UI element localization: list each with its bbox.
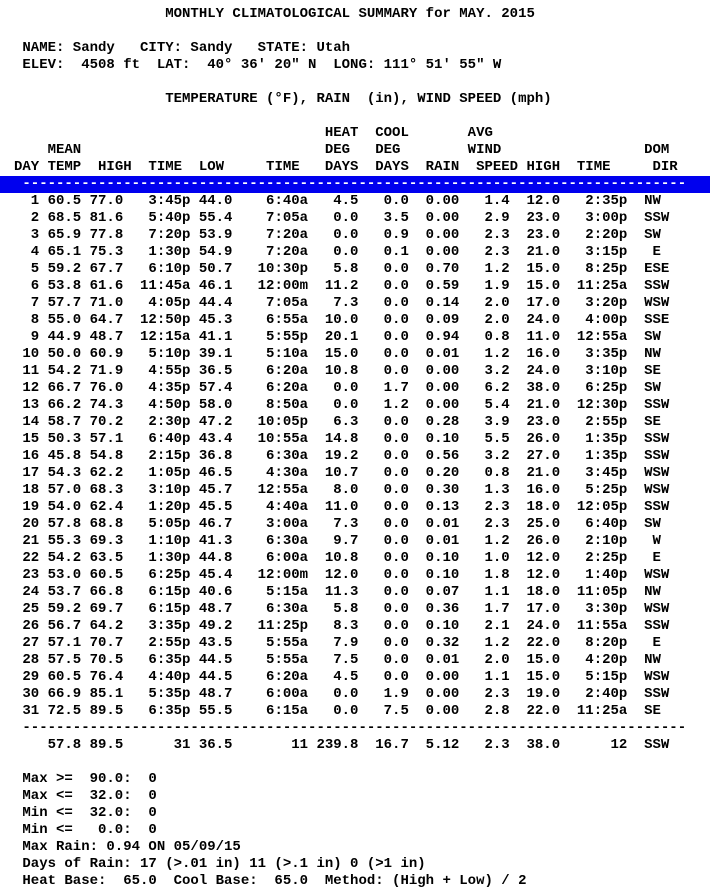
table-row: 15 50.3 57.1 6:40p 43.4 10:55a 14.8 0.0 0.10 5.5 26.0 1:35p SSW [14, 431, 687, 447]
table-row: 22 54.2 63.5 1:30p 44.8 6:00a 10.8 0.0 0.10 1.0 12.0 2:25p E [14, 550, 687, 566]
table-row: 8 55.0 64.7 12:50p 45.3 6:55a 10.0 0.0 0.09 2.0 24.0 4:00p SSE [14, 312, 687, 328]
station-info-line: NAME: Sandy CITY: Sandy STATE: Utah [22, 40, 351, 56]
footer-line: Max Rain: 0.94 ON 05/09/15 [22, 839, 241, 855]
selected-separator-line[interactable] [0, 176, 710, 193]
table-column-headers [14, 125, 710, 176]
table-header-line: HEAT COOL AVG [14, 125, 493, 141]
table-row: 6 53.8 61.6 11:45a 46.1 12:00m 11.2 0.0 0.59 1.9 15.0 11:25a SSW [14, 278, 687, 294]
table-row: 21 55.3 69.3 1:10p 41.3 6:30a 9.7 0.0 0.01 1.2 26.0 2:10p W [14, 533, 687, 549]
footer-line: Max >= 90.0: 0 [22, 771, 157, 787]
daily-data-rows [14, 193, 710, 720]
table-row: 27 57.1 70.7 2:55p 43.5 5:55a 7.9 0.0 0.32 1.2 22.0 8:20p E [14, 635, 687, 651]
table-row: 13 66.2 74.3 4:50p 58.0 8:50a 0.0 1.2 0.00 5.4 21.0 12:30p SSW [14, 397, 687, 413]
footer-line: Min <= 32.0: 0 [22, 805, 157, 821]
separator-line: ------------------------------------------------------------------------------- [22, 720, 687, 736]
table-row: 18 57.0 68.3 3:10p 45.7 12:55a 8.0 0.0 0.30 1.3 16.0 5:25p WSW [14, 482, 687, 498]
location-info-line: ELEV: 4508 ft LAT: 40° 36' 20" N LONG: 111° 51' 55" W [22, 57, 502, 73]
table-row: 30 66.9 85.1 5:35p 48.7 6:00a 0.0 1.9 0.00 2.3 19.0 2:40p SSW [14, 686, 687, 702]
table-row: 28 57.5 70.5 6:35p 44.5 5:55a 7.5 0.0 0.01 2.0 15.0 4:20p NW [14, 652, 687, 668]
footer-line: Days of Rain: 17 (>.01 in) 11 (>.1 in) 0 (>1 in) [22, 856, 426, 872]
table-row: 4 65.1 75.3 1:30p 54.9 7:20a 0.0 0.1 0.00 2.3 21.0 3:15p E [14, 244, 687, 260]
table-row: 10 50.0 60.9 5:10p 39.1 5:10a 15.0 0.0 0.01 1.2 16.0 3:35p NW [14, 346, 687, 362]
separator-dashes: ------------------------------------------------------------------------------- [22, 176, 687, 192]
monthly-summary-row: 57.8 89.5 31 36.5 11 239.8 16.7 5.12 2.3 38.0 12 SSW [14, 737, 687, 753]
footer-line: Max <= 32.0: 0 [22, 788, 157, 804]
report-title: MONTHLY CLIMATOLOGICAL SUMMARY for MAY. 2015 [165, 6, 535, 22]
table-row: 16 45.8 54.8 2:15p 36.8 6:30a 19.2 0.0 0.56 3.2 27.0 1:35p SSW [14, 448, 687, 464]
table-row: 26 56.7 64.2 3:35p 49.2 11:25p 8.3 0.0 0.10 2.1 24.0 11:55a SSW [14, 618, 687, 634]
table-row: 12 66.7 76.0 4:35p 57.4 6:20a 0.0 1.7 0.00 6.2 38.0 6:25p SW [14, 380, 687, 396]
table-row: 29 60.5 76.4 4:40p 44.5 6:20a 4.5 0.0 0.00 1.1 15.0 5:15p WSW [14, 669, 687, 685]
table-row: 9 44.9 48.7 12:15a 41.1 5:55p 20.1 0.0 0.94 0.8 11.0 12:55a SW [14, 329, 687, 345]
spacer [14, 74, 710, 91]
spacer [14, 108, 710, 125]
spacer [14, 23, 710, 40]
table-row: 17 54.3 62.2 1:05p 46.5 4:30a 10.7 0.0 0.20 0.8 21.0 3:45p WSW [14, 465, 687, 481]
table-row: 19 54.0 62.4 1:20p 45.5 4:40a 11.0 0.0 0.13 2.3 18.0 12:05p SSW [14, 499, 687, 515]
footer-line: Heat Base: 65.0 Cool Base: 65.0 Method: (High + Low) / 2 [22, 873, 527, 889]
table-row: 23 53.0 60.5 6:25p 45.4 12:00m 12.0 0.0 0.10 1.8 12.0 1:40p WSW [14, 567, 687, 583]
table-row: 14 58.7 70.2 2:30p 47.2 10:05p 6.3 0.0 0.28 3.9 23.0 2:55p SE [14, 414, 687, 430]
spacer [14, 754, 710, 771]
table-row: 5 59.2 67.7 6:10p 50.7 10:30p 5.8 0.0 0.70 1.2 15.0 8:25p ESE [14, 261, 687, 277]
table-row: 1 60.5 77.0 3:45p 44.0 6:40a 4.5 0.0 0.00 1.4 12.0 2:35p NW [14, 193, 687, 209]
table-row: 2 68.5 81.6 5:40p 55.4 7:05a 0.0 3.5 0.00 2.9 23.0 3:00p SSW [14, 210, 687, 226]
table-row: 3 65.9 77.8 7:20p 53.9 7:20a 0.0 0.9 0.00 2.3 23.0 2:20p SW [14, 227, 687, 243]
table-row: 7 57.7 71.0 4:05p 44.4 7:05a 7.3 0.0 0.14 2.0 17.0 3:20p WSW [14, 295, 687, 311]
table-row: 24 53.7 66.8 6:15p 40.6 5:15a 11.3 0.0 0.07 1.1 18.0 11:05p NW [14, 584, 687, 600]
table-header-line: MEAN DEG DEG WIND DOM [14, 142, 670, 158]
footer-line: Min <= 0.0: 0 [22, 822, 157, 838]
units-line: TEMPERATURE (°F), RAIN (in), WIND SPEED (mph) [165, 91, 552, 107]
footer-statistics [14, 771, 710, 890]
table-row: 25 59.2 69.7 6:15p 48.7 6:30a 5.8 0.0 0.36 1.7 17.0 3:30p WSW [14, 601, 687, 617]
table-row: 20 57.8 68.8 5:05p 46.7 3:00a 7.3 0.0 0.01 2.3 25.0 6:40p SW [14, 516, 687, 532]
table-row: 11 54.2 71.9 4:55p 36.5 6:20a 10.8 0.0 0.00 3.2 24.0 3:10p SE [14, 363, 687, 379]
table-header-line: DAY TEMP HIGH TIME LOW TIME DAYS DAYS RAIN SPEED HIGH TIME DIR [14, 159, 678, 175]
table-row: 31 72.5 89.5 6:35p 55.5 6:15a 0.0 7.5 0.00 2.8 22.0 11:25a SE [14, 703, 687, 719]
